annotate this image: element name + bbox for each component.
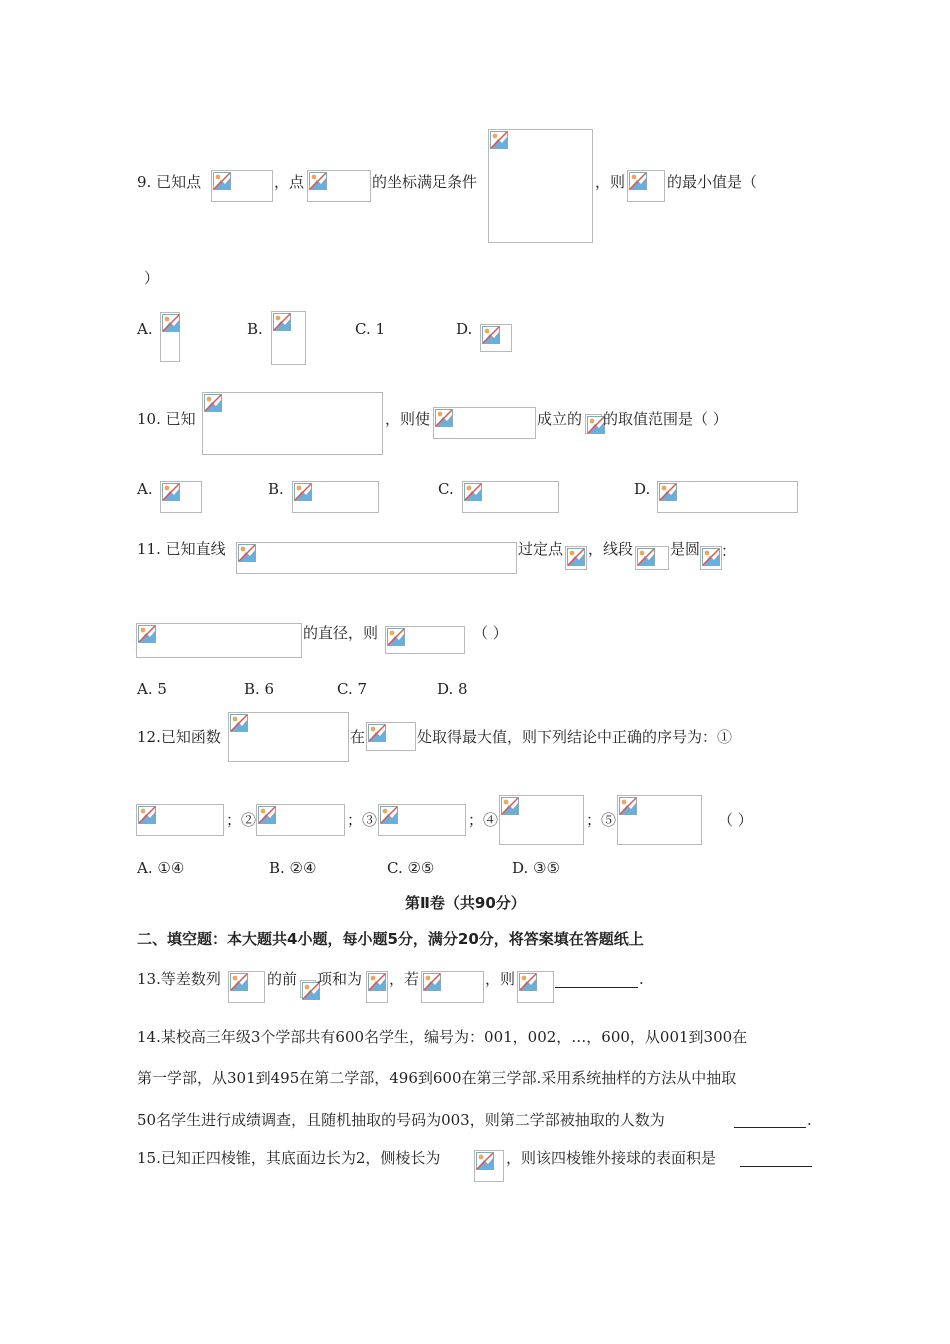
math-image — [700, 546, 722, 570]
math-image — [617, 795, 702, 845]
q10-option-d: D. — [634, 480, 651, 498]
broken-image-icon — [464, 483, 482, 501]
q10-prefix: 10. 已知 — [137, 410, 196, 428]
math-image — [385, 626, 465, 654]
broken-image-icon — [619, 797, 637, 815]
math-image — [433, 407, 536, 439]
q11-option-d: D. 8 — [437, 680, 468, 698]
broken-image-icon — [519, 973, 537, 991]
q14-line1: 14.某校高三年级3个学部共有600名学生，编号为：001，002，…，600，从001到300在 — [137, 1028, 748, 1046]
math-image — [480, 324, 512, 352]
q11-option-c: C. 7 — [337, 680, 368, 698]
math-image — [378, 804, 466, 836]
math-image — [366, 971, 388, 1003]
q9-option-d: D. — [456, 320, 473, 338]
q12-sep: ；⑤ — [586, 811, 617, 829]
q12-text: 处取得最大值，则下列结论中正确的序号为：① — [417, 728, 733, 746]
broken-image-icon — [162, 483, 180, 501]
math-image — [421, 971, 484, 1003]
math-image — [211, 170, 273, 202]
volume-title: 第Ⅱ卷（共90分） — [405, 894, 526, 912]
q11-text: ，线段 — [588, 540, 634, 558]
broken-image-icon — [380, 806, 398, 824]
q12-sep: ；③ — [347, 811, 378, 829]
q9-close: ） — [144, 269, 160, 287]
math-image — [292, 481, 379, 513]
q12-paren: （ ） — [718, 811, 753, 829]
broken-image-icon — [476, 1152, 494, 1170]
q12-prefix: 12.已知函数 — [137, 728, 221, 746]
broken-image-icon — [230, 714, 248, 732]
math-image — [136, 623, 302, 658]
broken-image-icon — [213, 172, 231, 190]
broken-image-icon — [490, 131, 508, 149]
q11-text: 的直径，则 — [303, 624, 379, 642]
q12-option-b: B. ②④ — [269, 859, 317, 877]
q9-text: 的坐标满足条件 — [372, 173, 478, 191]
q14-end: . — [807, 1111, 812, 1129]
q9-option-c: C. 1 — [355, 320, 386, 338]
q12-sep: ；④ — [468, 811, 499, 829]
q13-text: ，若 — [389, 970, 420, 988]
broken-image-icon — [230, 973, 248, 991]
q9-text: ，则 — [595, 173, 626, 191]
q11-text: ： — [721, 542, 737, 560]
q12-sep: ；② — [226, 811, 257, 829]
broken-image-icon — [294, 483, 312, 501]
math-image — [585, 414, 602, 434]
q10-text: 成立的 — [537, 410, 583, 428]
q11-text: 是圆 — [670, 540, 701, 558]
broken-image-icon — [387, 628, 405, 646]
math-image — [236, 542, 517, 574]
answer-blank — [734, 1127, 806, 1128]
q9-option-a: A. — [137, 320, 153, 338]
broken-image-icon — [435, 409, 453, 427]
q10-option-c: C. — [438, 480, 454, 498]
broken-image-icon — [567, 548, 585, 566]
q11-prefix: 11. 已知直线 — [137, 540, 226, 558]
math-image — [256, 804, 345, 836]
q9-text: 的最小值是（ — [667, 173, 758, 191]
q14-line3: 50名学生进行成绩调查，且随机抽取的号码为003，则第二学部被抽取的人数为 — [137, 1111, 665, 1129]
math-image — [499, 795, 584, 845]
section-heading: 二、填空题：本大题共4小题，每小题5分，满分20分，将答案填在答题纸上 — [137, 930, 644, 948]
broken-image-icon — [637, 548, 655, 566]
math-image — [160, 481, 202, 513]
math-image — [366, 722, 416, 751]
q13-end: . — [639, 970, 644, 988]
q9-text: ，点 — [274, 173, 305, 191]
q10-text: 的取值范围是（ ） — [603, 410, 728, 428]
q11-text: 过定点 — [518, 540, 564, 558]
broken-image-icon — [258, 806, 276, 824]
q9-option-b: B. — [247, 320, 263, 338]
math-image — [517, 971, 554, 1003]
math-image — [474, 1150, 504, 1182]
q15-prefix: 15.已知正四棱锥，其底面边长为2，侧棱长为 — [137, 1149, 441, 1167]
broken-image-icon — [309, 172, 327, 190]
q13-text: 的前 — [267, 970, 298, 988]
math-image — [271, 311, 306, 365]
math-image — [136, 804, 224, 836]
q10-text: ，则使 — [385, 410, 431, 428]
math-image — [635, 546, 669, 570]
q14-line2: 第一学部，从301到495在第二学部，496到600在第三学部.采用系统抽样的方法从中抽取 — [137, 1069, 737, 1087]
math-image — [462, 481, 559, 513]
q13-text: 项和为 — [317, 970, 363, 988]
math-image — [202, 392, 383, 455]
broken-image-icon — [501, 797, 519, 815]
broken-image-icon — [629, 172, 647, 190]
broken-image-icon — [138, 806, 156, 824]
answer-blank — [740, 1166, 812, 1167]
q11-option-a: A. 5 — [137, 680, 167, 698]
broken-image-icon — [162, 314, 180, 332]
math-image — [300, 980, 316, 998]
math-image — [307, 170, 371, 202]
broken-image-icon — [238, 544, 256, 562]
q15-text: ，则该四棱锥外接球的表面积是 — [506, 1149, 717, 1167]
broken-image-icon — [423, 973, 441, 991]
broken-image-icon — [659, 483, 677, 501]
math-image — [228, 971, 265, 1003]
q12-option-d: D. ③⑤ — [512, 859, 560, 877]
broken-image-icon — [702, 548, 720, 566]
broken-image-icon — [273, 313, 291, 331]
q10-option-a: A. — [137, 480, 153, 498]
broken-image-icon — [482, 326, 500, 344]
broken-image-icon — [138, 625, 156, 643]
broken-image-icon — [368, 724, 386, 742]
math-image — [565, 546, 587, 570]
q11-option-b: B. 6 — [244, 680, 275, 698]
math-image — [488, 129, 593, 243]
q12-text: 在 — [350, 728, 366, 746]
q13-prefix: 13.等差数列 — [137, 970, 221, 988]
q11-text: （ ） — [473, 624, 508, 642]
math-image — [657, 481, 798, 513]
broken-image-icon — [204, 394, 222, 412]
broken-image-icon — [368, 973, 386, 991]
q9-prefix: 9. 已知点 — [137, 173, 202, 191]
math-image — [627, 170, 665, 202]
math-image — [160, 312, 180, 362]
q13-text: ，则 — [485, 970, 516, 988]
q10-option-b: B. — [268, 480, 284, 498]
math-image — [228, 712, 349, 762]
answer-blank — [555, 987, 638, 988]
q12-option-a: A. ①④ — [137, 859, 185, 877]
q12-option-c: C. ②⑤ — [387, 859, 435, 877]
